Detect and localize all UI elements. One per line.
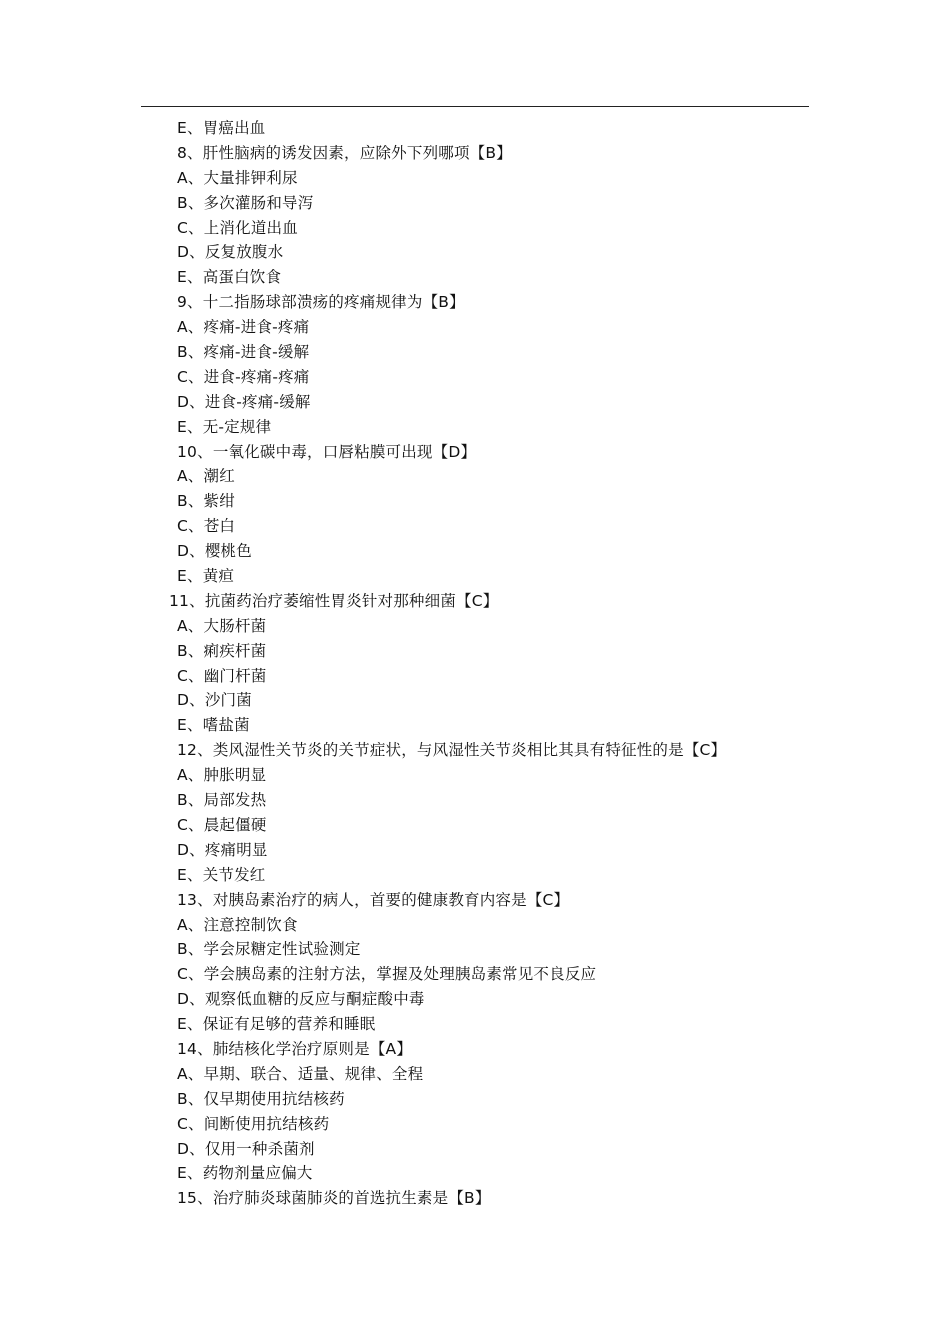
question-line: 12、类风湿性关节炎的关节症状，与风湿性关节炎相比其具有特征性的是【C】 [177, 741, 727, 760]
option-line: A、注意控制饮食 [177, 915, 298, 934]
option-line: C、上消化道出血 [177, 218, 298, 237]
option-line: E、无-定规律 [177, 417, 272, 436]
option-line: C、苍白 [177, 517, 236, 536]
option-line: A、早期、联合、适量、规律、全程 [177, 1064, 424, 1083]
option-line: E、保证有足够的营养和睡眠 [177, 1015, 376, 1034]
option-line: D、沙门菌 [177, 691, 252, 710]
option-line: C、幽门杆菌 [177, 666, 267, 685]
header-rule [141, 106, 809, 107]
option-line: D、反复放腹水 [177, 243, 284, 262]
option-line: C、学会胰岛素的注射方法，掌握及处理胰岛素常见不良反应 [177, 965, 597, 984]
question-line: 9、十二指肠球部溃疡的疼痛规律为【B】 [177, 293, 465, 312]
option-line: A、肿胀明显 [177, 766, 267, 785]
option-line: E、胃癌出血 [177, 119, 266, 137]
option-line: E、关节发红 [177, 865, 266, 884]
option-line: C、间断使用抗结核药 [177, 1114, 330, 1133]
question-line: 10、一氧化碳中毒，口唇粘膜可出现【D】 [177, 442, 477, 461]
option-line: A、潮红 [177, 467, 235, 486]
option-line: C、进食-疼痛-疼痛 [177, 367, 310, 386]
question-line: 14、肺结核化学治疗原则是【A】 [177, 1039, 413, 1058]
option-line: A、疼痛-进食-疼痛 [177, 318, 310, 337]
option-line: D、仅用一种杀菌剂 [177, 1139, 315, 1158]
option-line: D、观察低血糖的反应与酮症酸中毒 [177, 990, 425, 1009]
option-line: E、嗜盐菌 [177, 716, 250, 735]
question-line: 8、肝性脑病的诱发因素，应除外下列哪项【B】 [177, 143, 512, 162]
option-line: C、晨起僵硬 [177, 815, 267, 834]
option-line: B、学会尿糖定性试验测定 [177, 940, 361, 959]
question-line: 11、抗菌药治疗萎缩性胃炎针对那种细菌【C】 [169, 591, 499, 610]
option-line: D、进食-疼痛-缓解 [177, 392, 311, 411]
option-line: D、樱桃色 [177, 542, 252, 561]
option-line: D、疼痛明显 [177, 840, 268, 859]
option-line: A、大量排钾利尿 [177, 168, 298, 187]
option-line: B、痢疾杆菌 [177, 641, 267, 660]
option-line: B、疼痛-进食-缓解 [177, 343, 310, 362]
option-line: E、高蛋白饮食 [177, 268, 282, 287]
option-line: B、多次灌肠和导泻 [177, 193, 314, 212]
option-line: E、药物剂量应偏大 [177, 1164, 313, 1183]
question-line: 13、对胰岛素治疗的病人，首要的健康教育内容是【C】 [177, 890, 570, 909]
option-line: A、大肠杆菌 [177, 616, 267, 635]
question-line: 15、治疗肺炎球菌肺炎的首选抗生素是【B】 [177, 1189, 491, 1208]
option-line: B、局部发热 [177, 791, 267, 810]
option-line: E、黄疸 [177, 567, 235, 586]
question-list [169, 116, 797, 1211]
option-line: B、仅早期使用抗结核药 [177, 1089, 345, 1108]
option-line: B、紫绀 [177, 492, 235, 511]
